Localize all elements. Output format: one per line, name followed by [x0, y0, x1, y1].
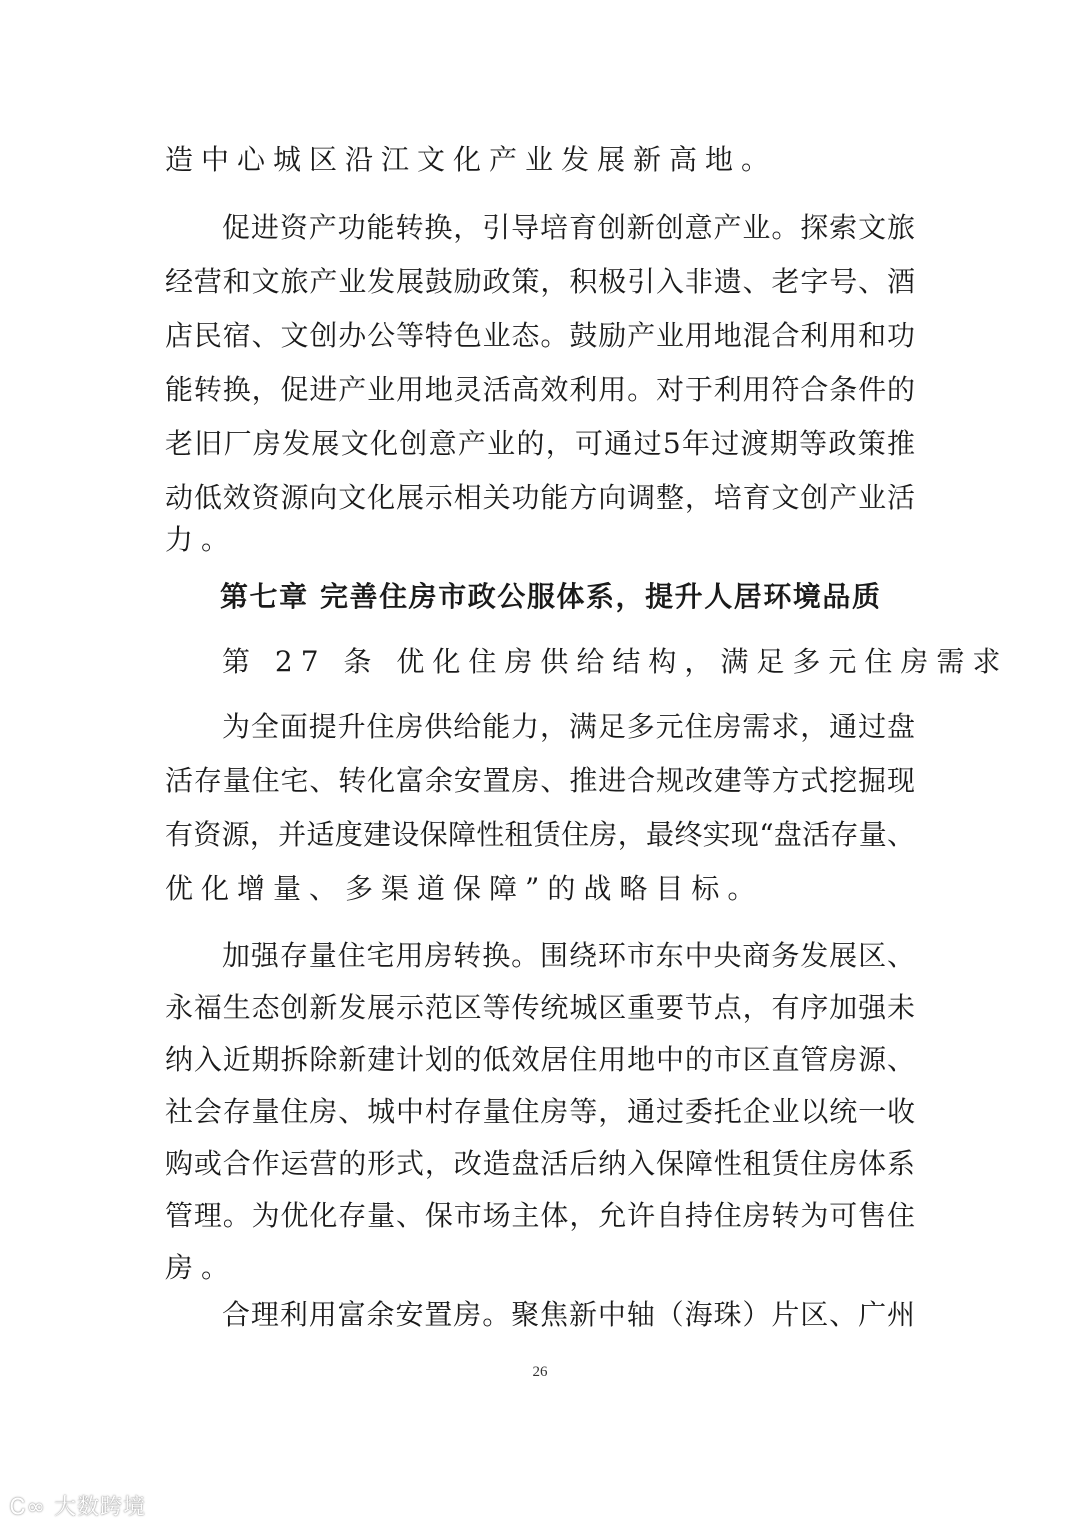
watermark-logo: [10, 1490, 146, 1521]
text-line: 店民宿、文创办公等特色业态。鼓励产业用地混合利用和功: [165, 319, 915, 352]
watermark-text: 大数跨境: [53, 1495, 146, 1520]
text-line: 动低效资源向文化展示相关功能方向调整，培育文创产业活: [165, 481, 915, 514]
text-line: 购或合作运营的形式，改造盘活后纳入保障性租赁住房体系: [165, 1147, 915, 1180]
page-number: 26: [532, 1364, 548, 1380]
text-line: 永福生态创新发展示范区等传统城区重要节点，有序加强未: [165, 991, 915, 1024]
text-line: 纳入近期拆除新建计划的低效居住用地中的市区直管房源、: [165, 1043, 915, 1076]
text-line: 经营和文旅产业发展鼓励政策，积极引入非遗、老字号、酒: [165, 265, 915, 298]
chapter-heading: 第七章 完善住房市政公服体系，提升人居环境品质: [220, 580, 880, 613]
watermark-icon: Ꮯ∞: [10, 1495, 54, 1520]
article-heading: 第 27 条 优化住房供给结构，满足多元住房需求: [222, 645, 1009, 678]
text-line: 活存量住宅、转化富余安置房、推进合规改建等方式挖掘现: [165, 764, 915, 797]
text-line: 力。: [165, 523, 238, 556]
text-line: 造中心城区沿江文化产业发展新高地。: [165, 143, 778, 176]
text-line: 为全面提升住房供给能力，满足多元住房需求，通过盘: [222, 710, 915, 743]
text-line: 优化增量、多渠道保障”的战略目标。: [165, 872, 764, 905]
text-line: 管理。为优化存量、保市场主体，允许自持住房转为可售住: [165, 1199, 915, 1232]
text-line: 有资源，并适度建设保障性租赁住房，最终实现“盘活存量、: [165, 818, 915, 851]
text-line: 促进资产功能转换，引导培育创新创意产业。探索文旅: [222, 211, 915, 244]
text-line: 加强存量住宅用房转换。围绕环市东中央商务发展区、: [222, 939, 915, 972]
text-line: 能转换，促进产业用地灵活高效利用。对于利用符合条件的: [165, 373, 915, 406]
text-line: 社会存量住房、城中村存量住房等，通过委托企业以统一收: [165, 1095, 915, 1128]
text-line: 房。: [165, 1251, 238, 1284]
text-line: 老旧厂房发展文化创意产业的，可通过5年过渡期等政策推: [165, 427, 915, 460]
text-line: 合理利用富余安置房。聚焦新中轴（海珠）片区、广州: [222, 1298, 915, 1331]
